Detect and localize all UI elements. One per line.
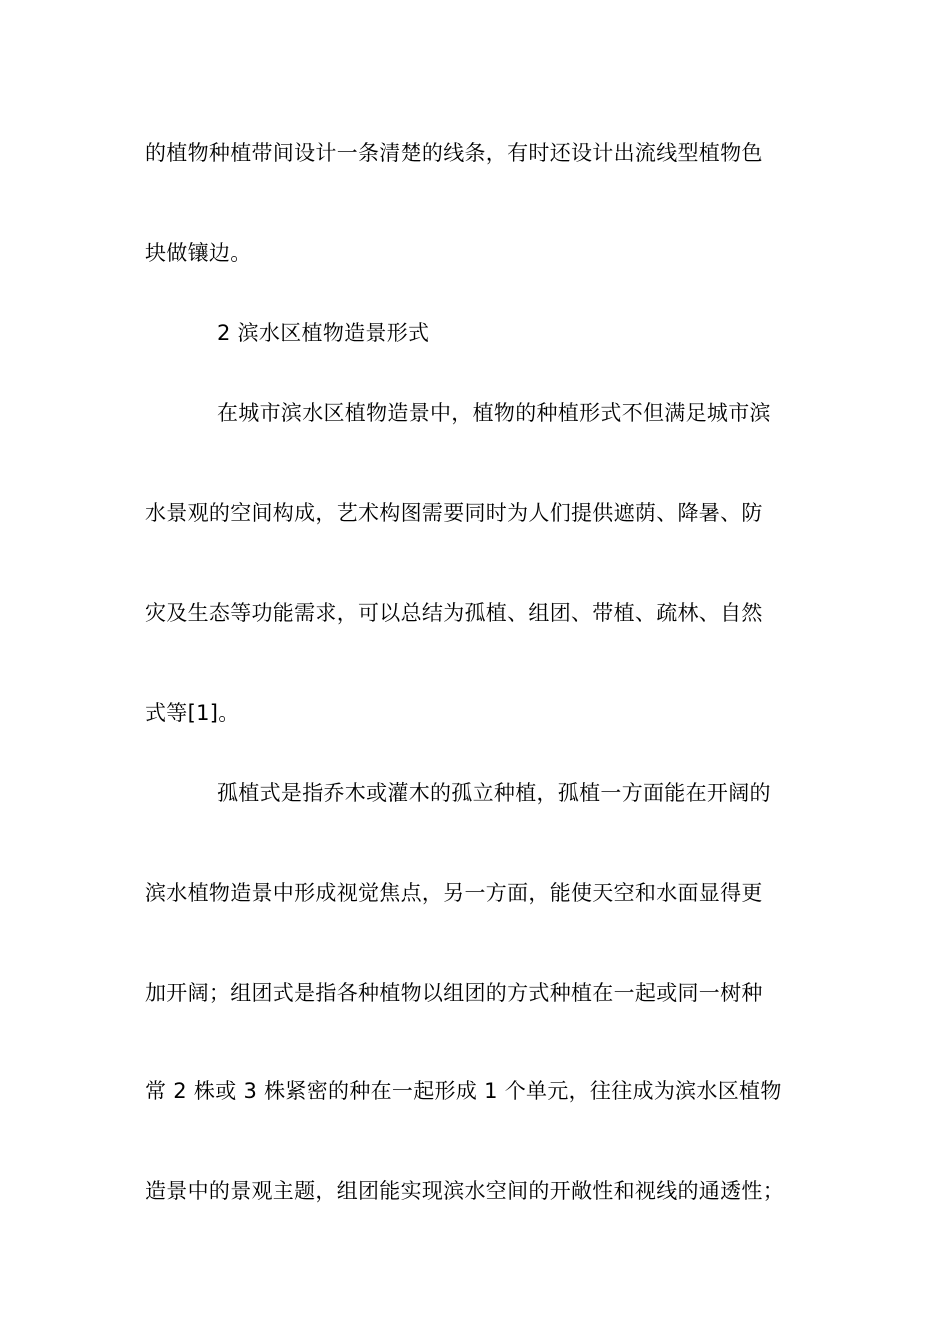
paragraph-line: 水景观的空间构成，艺术构图需要同时为人们提供遮荫、降暑、防 bbox=[145, 501, 763, 525]
paragraph-line: 式等[1]。 bbox=[145, 701, 240, 725]
paragraph-line: 在城市滨水区植物造景中，植物的种植形式不但满足城市滨 bbox=[217, 401, 771, 425]
paragraph-line: 滨水植物造景中形成视觉焦点，另一方面，能使天空和水面显得更 bbox=[145, 881, 763, 905]
paragraph-line: 孤植式是指乔木或灌木的孤立种植，孤植一方面能在开阔的 bbox=[217, 781, 771, 805]
paragraph-line: 块做镶边。 bbox=[145, 241, 252, 265]
paragraph-line: 的植物种植带间设计一条清楚的线条，有时还设计出流线型植物色 bbox=[145, 141, 763, 165]
paragraph-line: 常 2 株或 3 株紧密的种在一起形成 1 个单元，往往成为滨水区植物 bbox=[145, 1079, 782, 1103]
section-heading: 2 滨水区植物造景形式 bbox=[217, 321, 430, 345]
paragraph-line: 灾及生态等功能需求，可以总结为孤植、组团、带植、疏林、自然 bbox=[145, 601, 763, 625]
paragraph-line: 造景中的景观主题，组团能实现滨水空间的开敞性和视线的通透性； bbox=[145, 1179, 784, 1203]
paragraph-line: 加开阔；组团式是指各种植物以组团的方式种植在一起或同一树种 bbox=[145, 981, 763, 1005]
